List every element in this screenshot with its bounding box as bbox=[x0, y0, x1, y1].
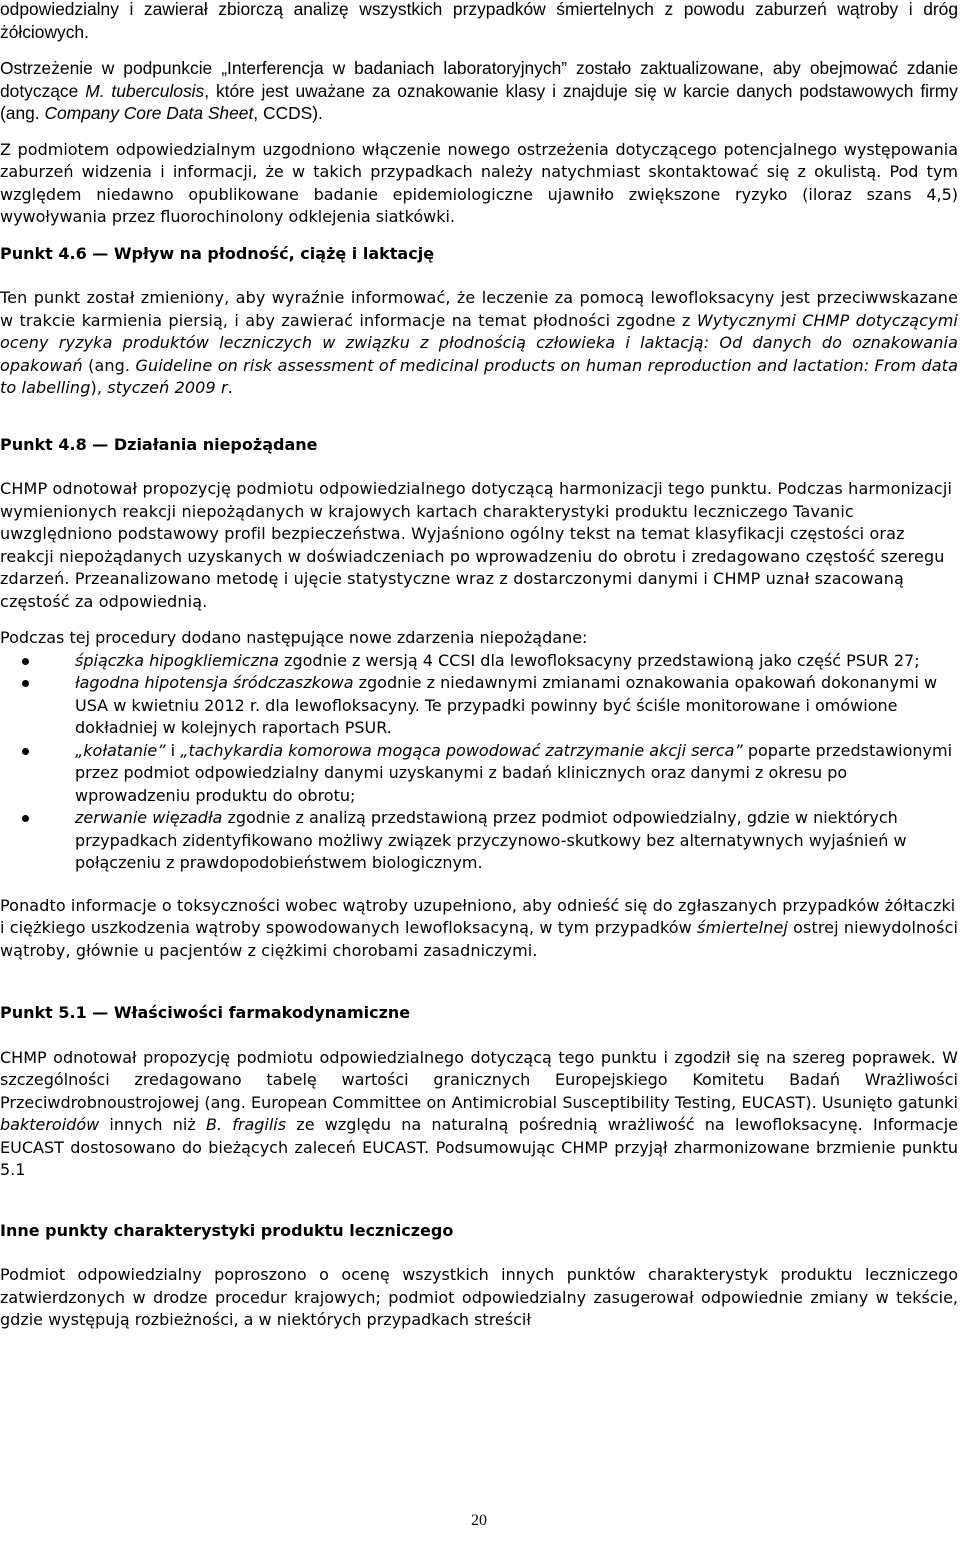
page-number: 20 bbox=[471, 1512, 487, 1529]
list-item: „kołatanie” i „tachykardia komorowa mogąca powodować zatrzymanie akcji serca” poparte przedstawionymi przez podmiot odpowiedzialny danymi uzyskanymi z badań klinicznych oraz danymi z okresu po wprowadzeniu produktu do obrotu; bbox=[0, 740, 958, 808]
section-4-8-paragraph-2: Podczas tej procedury dodano następujące nowe zdarzenia niepożądane: bbox=[0, 628, 588, 647]
section-heading-4-8: Punkt 4.8 — Działania niepożądane bbox=[0, 434, 318, 454]
section-heading-5-1: Punkt 5.1 — Właściwości farmakodynamiczne bbox=[0, 1003, 411, 1022]
section-4-8-paragraph-1: CHMP odnotował propozycję podmiotu odpowiedzialnego dotyczącą harmonizacji tego punktu. Podczas harmonizacji wymienionych reakcji niepożądanych w krajowych kartach charakterystyki produktu leczniczego Tavanic uwzględniono podstawowy profil bezpieczeństwa. Wyjaśniono ogólny tekst na temat klasyfikacji częstości oraz reakcji niepożądanych uzyskanych w doświadczeniach po wprowadzeniu do obrotu i zredagowano częstość szeregu zdarzeń. Przeanalizowano metodę i ujęcie statystyczne wraz z dostarczonymi danymi i CHMP uznał szacowaną częstość za odpowiednią. bbox=[0, 479, 953, 611]
intro-paragraph-3: Z podmiotem odpowiedzialnym uzgodniono włączenie nowego ostrzeżenia dotyczącego potencjalnego występowania zaburzeń widzenia i informacji, że w takich przypadkach należy natychmiast skontaktować się z okulistą. Pod tym względem niedawno opublikowane badanie epidemiologiczne ujawniło zwiększone ryzyko (iloraz szans 4,5) wywoływania przez fluorochinolony odklejenia siatkówki. bbox=[0, 139, 958, 226]
adverse-events-list bbox=[0, 650, 958, 875]
intro-paragraph-2: Ostrzeżenie w podpunkcie „Interferencja w badaniach laboratoryjnych” zostało zaktualizowane, aby obejmować zdanie dotyczące M. tuberculosis, które jest uważane za oznakowanie klasy i znajduje się w karcie danych podstawowych firmy (ang. Company Core Data Sheet, CCDS). bbox=[0, 58, 958, 123]
section-4-6-paragraph: Ten punkt został zmieniony, aby wyraźnie informować, że leczenie za pomocą lewofloksacyny jest przeciwwskazane w trakcie karmienia piersią, i aby zawierać informacje na temat płodności zgodne z Wytycznymi CHMP dotyczącymi oceny ryzyka produktów leczniczych w związku z płodnością człowieka i laktacją: Od danych do oznakowania opakowań (ang. Guideline on risk assessment of medicinal products on human reproduction and lactation: From data to labelling), styczeń 2009 r. bbox=[0, 288, 959, 397]
list-item: łagodna hipotensja śródczaszkowa zgodnie z niedawnymi zmianami oznakowania opakowań dokonanymi w USA w kwietniu 2012 r. dla lewofloksacyny. Te przypadki powinny być ściśle monitorowane i omówione dokładniej w kolejnych raportach PSUR. bbox=[0, 672, 958, 740]
section-5-1-paragraph: CHMP odnotował propozycję podmiotu odpowiedzialnego dotyczącą tego punktu i zgodził się na szereg poprawek. W szczególności zredagowano tabelę wartości granicznych Europejskiego Komitetu Badań Wrażliwości Przeciwdrobnoustrojowej (ang. European Committee on Antimicrobial Susceptibility Testing, EUCAST). Usunięto gatunki bakteroidów innych niż B. fragilis ze względu na naturalną pośrednią wrażliwość na lewofloksacynę. Informacje EUCAST dostosowano do bieżących zaleceń EUCAST. Podsumowując CHMP przyjął zharmonizowane brzmienie punktu 5.1 bbox=[0, 1047, 958, 1179]
list-item: śpiączka hipogkliemiczna zgodnie z wersją 4 CCSI dla lewofloksacyny przedstawioną jako część PSUR 27; bbox=[0, 650, 958, 673]
list-item: zerwanie więzadła zgodnie z analizą przedstawioną przez podmiot odpowiedzialny, gdzie w niektórych przypadkach zidentyfikowano możliwy związek przyczynowo-skutkowy bez alternatywnych wyjaśnień w połączeniu z prawdopodobieństwem biologicznym. bbox=[0, 807, 958, 875]
section-heading-4-6: Punkt 4.6 — Wpływ na płodność, ciążę i laktację bbox=[0, 243, 435, 263]
intro-paragraph-1: odpowiedzialny i zawierał zbiorczą analizę wszystkich przypadków śmiertelnych z powodu zaburzeń wątroby i dróg żółciowych. bbox=[0, 0, 958, 42]
section-heading-other: Inne punkty charakterystyki produktu leczniczego bbox=[0, 1220, 454, 1240]
section-other-paragraph: Podmiot odpowiedzialny poproszono o ocenę wszystkich innych punktów charakterystyk produktu leczniczego zatwierdzonych w drodze procedur krajowych; podmiot odpowiedzialny zasugerował odpowiednie zmiany w tekście, gdzie występują rozbieżności, a w niektórych przypadkach streścił bbox=[0, 1265, 958, 1329]
section-4-8-paragraph-3: Ponadto informacje o toksyczności wobec wątroby uzupełniono, aby odnieść się do zgłaszanych przypadków żółtaczki i ciężkiego uszkodzenia wątroby spowodowanych lewofloksacyną, w tym przypadków śmiertelnej ostrej niewydolności wątroby, głównie u pacjentów z ciężkimi chorobami zasadniczymi. bbox=[0, 895, 959, 960]
